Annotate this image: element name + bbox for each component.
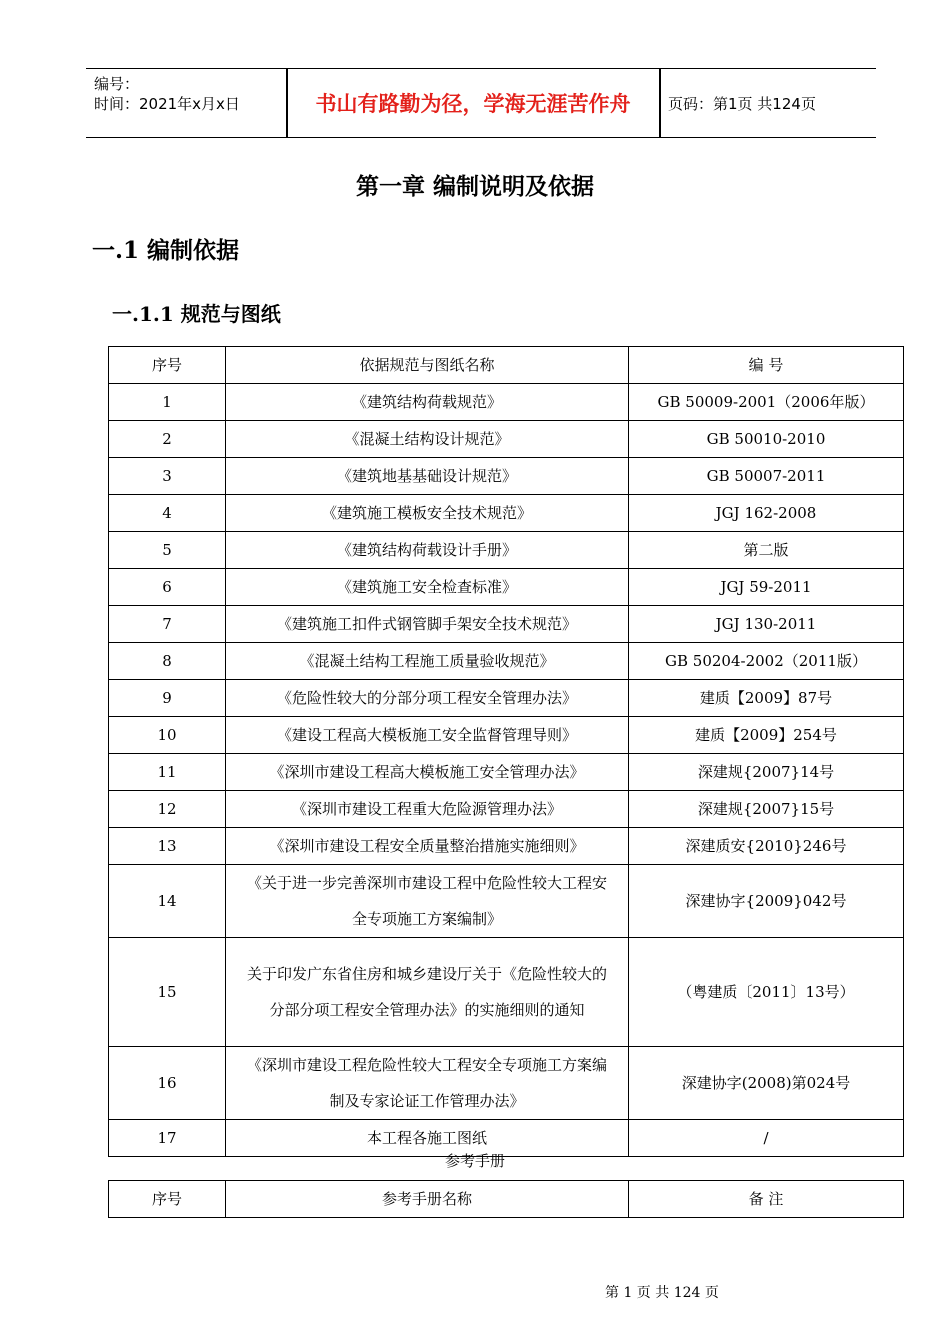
row-number-cell: 11: [109, 754, 226, 791]
section-title: 一.1 编制依据: [92, 237, 240, 264]
table-row: [109, 495, 904, 532]
standard-name-cell: 《建设工程高大模板施工安全监督管理导则》: [226, 717, 629, 754]
row-number-cell: 13: [109, 828, 226, 865]
standard-name-cell: 《建筑地基基础设计规范》: [226, 458, 629, 495]
row-number-cell: 5: [109, 532, 226, 569]
header-motto: 书山有路勤为径，学海无涯苦作舟: [315, 92, 631, 116]
standard-code-cell: 深建规{2007}14号: [629, 754, 904, 791]
standard-code-cell: 深建规{2007}15号: [629, 791, 904, 828]
row-number-cell: 17: [109, 1119, 226, 1156]
standard-name-cell: 《建筑施工模板安全技术规范》: [226, 495, 629, 532]
table-row: [109, 384, 904, 421]
table-row: [109, 791, 904, 828]
standard-code-cell: 第二版: [629, 532, 904, 569]
standard-name-cell: 《混凝土结构工程施工质量验收规范》: [226, 643, 629, 680]
table-row: [109, 569, 904, 606]
row-number-cell: 16: [109, 1046, 226, 1119]
row-number-cell: 15: [109, 938, 226, 1047]
standard-code-cell: GB 50009-2001（2006年版）: [629, 384, 904, 421]
standard-code-cell: 建质【2009】87号: [629, 680, 904, 717]
row-number-cell: 4: [109, 495, 226, 532]
standard-code-cell: 深建质安{2010}246号: [629, 828, 904, 865]
row-number-cell: 1: [109, 384, 226, 421]
table-header-row: [109, 347, 904, 384]
standard-name-cell: 《建筑施工安全检查标准》: [226, 569, 629, 606]
row-number-cell: 8: [109, 643, 226, 680]
standard-code-cell: 建质【2009】254号: [629, 717, 904, 754]
standard-code-cell: GB 50204-2002（2011版）: [629, 643, 904, 680]
standard-code-cell: GB 50007-2011: [629, 458, 904, 495]
subsection-title: 一.1.1 规范与图纸: [112, 302, 281, 326]
table-row: [109, 606, 904, 643]
chapter-title: 第一章 编制说明及依据: [355, 174, 594, 200]
table-row: [109, 717, 904, 754]
standard-name-cell: 《深圳市建设工程危险性较大工程安全专项施工方案编制及专家论证工作管理办法》: [226, 1046, 629, 1119]
row-number-cell: 7: [109, 606, 226, 643]
reference-table: [108, 1180, 904, 1218]
standard-name-cell: 《建筑施工扣件式钢管脚手架安全技术规范》: [226, 606, 629, 643]
column-header: 序号: [109, 347, 226, 384]
standard-name-cell: 《深圳市建设工程高大模板施工安全管理办法》: [226, 754, 629, 791]
table-row: [109, 421, 904, 458]
standard-name-cell: 《建筑结构荷载设计手册》: [226, 532, 629, 569]
standard-code-cell: JGJ 130-2011: [629, 606, 904, 643]
page-header: [86, 68, 876, 138]
header-divider: [659, 69, 661, 137]
column-header: 参考手册名称: [226, 1181, 629, 1218]
table-row: [109, 938, 904, 1047]
row-number-cell: 14: [109, 865, 226, 938]
table-row: [109, 828, 904, 865]
standard-name-cell: 《深圳市建设工程重大危险源管理办法》: [226, 791, 629, 828]
standard-name-cell: 《深圳市建设工程安全质量整治措施实施细则》: [226, 828, 629, 865]
standard-code-cell: /: [629, 1119, 904, 1156]
header-page-info: 页码：第1页 共124页: [668, 94, 816, 113]
standard-name-cell: 关于印发广东省住房和城乡建设厅关于《危险性较大的分部分项工程安全管理办法》的实施细则的通知: [226, 938, 629, 1047]
standard-code-cell: GB 50010-2010: [629, 421, 904, 458]
standard-code-cell: 深建协字{2009}042号: [629, 865, 904, 938]
column-header: 编 号: [629, 347, 904, 384]
standard-name-cell: 《混凝土结构设计规范》: [226, 421, 629, 458]
row-number-cell: 10: [109, 717, 226, 754]
standards-table: [108, 346, 904, 1157]
page-footer: 第 1 页 共 124 页: [605, 1285, 719, 1301]
table-row: [109, 643, 904, 680]
table-row: [109, 458, 904, 495]
row-number-cell: 9: [109, 680, 226, 717]
reference-caption: 参考手册: [444, 1152, 505, 1170]
standard-code-cell: JGJ 162-2008: [629, 495, 904, 532]
row-number-cell: 12: [109, 791, 226, 828]
table-row: [109, 754, 904, 791]
row-number-cell: 2: [109, 421, 226, 458]
header-time-label: 时间：2021年x月x日: [94, 95, 240, 113]
table-row: [109, 1046, 904, 1119]
table-row: [109, 680, 904, 717]
table-header-row: [109, 1181, 904, 1218]
standard-name-cell: 《危险性较大的分部分项工程安全管理办法》: [226, 680, 629, 717]
standard-name-cell: 《建筑结构荷载规范》: [226, 384, 629, 421]
standard-code-cell: （粤建质〔2011〕13号）: [629, 938, 904, 1047]
standard-code-cell: JGJ 59-2011: [629, 569, 904, 606]
standard-name-cell: 本工程各施工图纸: [226, 1119, 629, 1156]
standard-name-cell: 《关于进一步完善深圳市建设工程中危险性较大工程安全专项施工方案编制》: [226, 865, 629, 938]
header-number-label: 编号：: [94, 75, 140, 93]
table-row: [109, 865, 904, 938]
row-number-cell: 6: [109, 569, 226, 606]
column-header: 备 注: [629, 1181, 904, 1218]
row-number-cell: 3: [109, 458, 226, 495]
column-header: 序号: [109, 1181, 226, 1218]
standard-code-cell: 深建协字(2008)第024号: [629, 1046, 904, 1119]
column-header: 依据规范与图纸名称: [226, 347, 629, 384]
header-meta: [86, 69, 286, 137]
table-row: [109, 532, 904, 569]
